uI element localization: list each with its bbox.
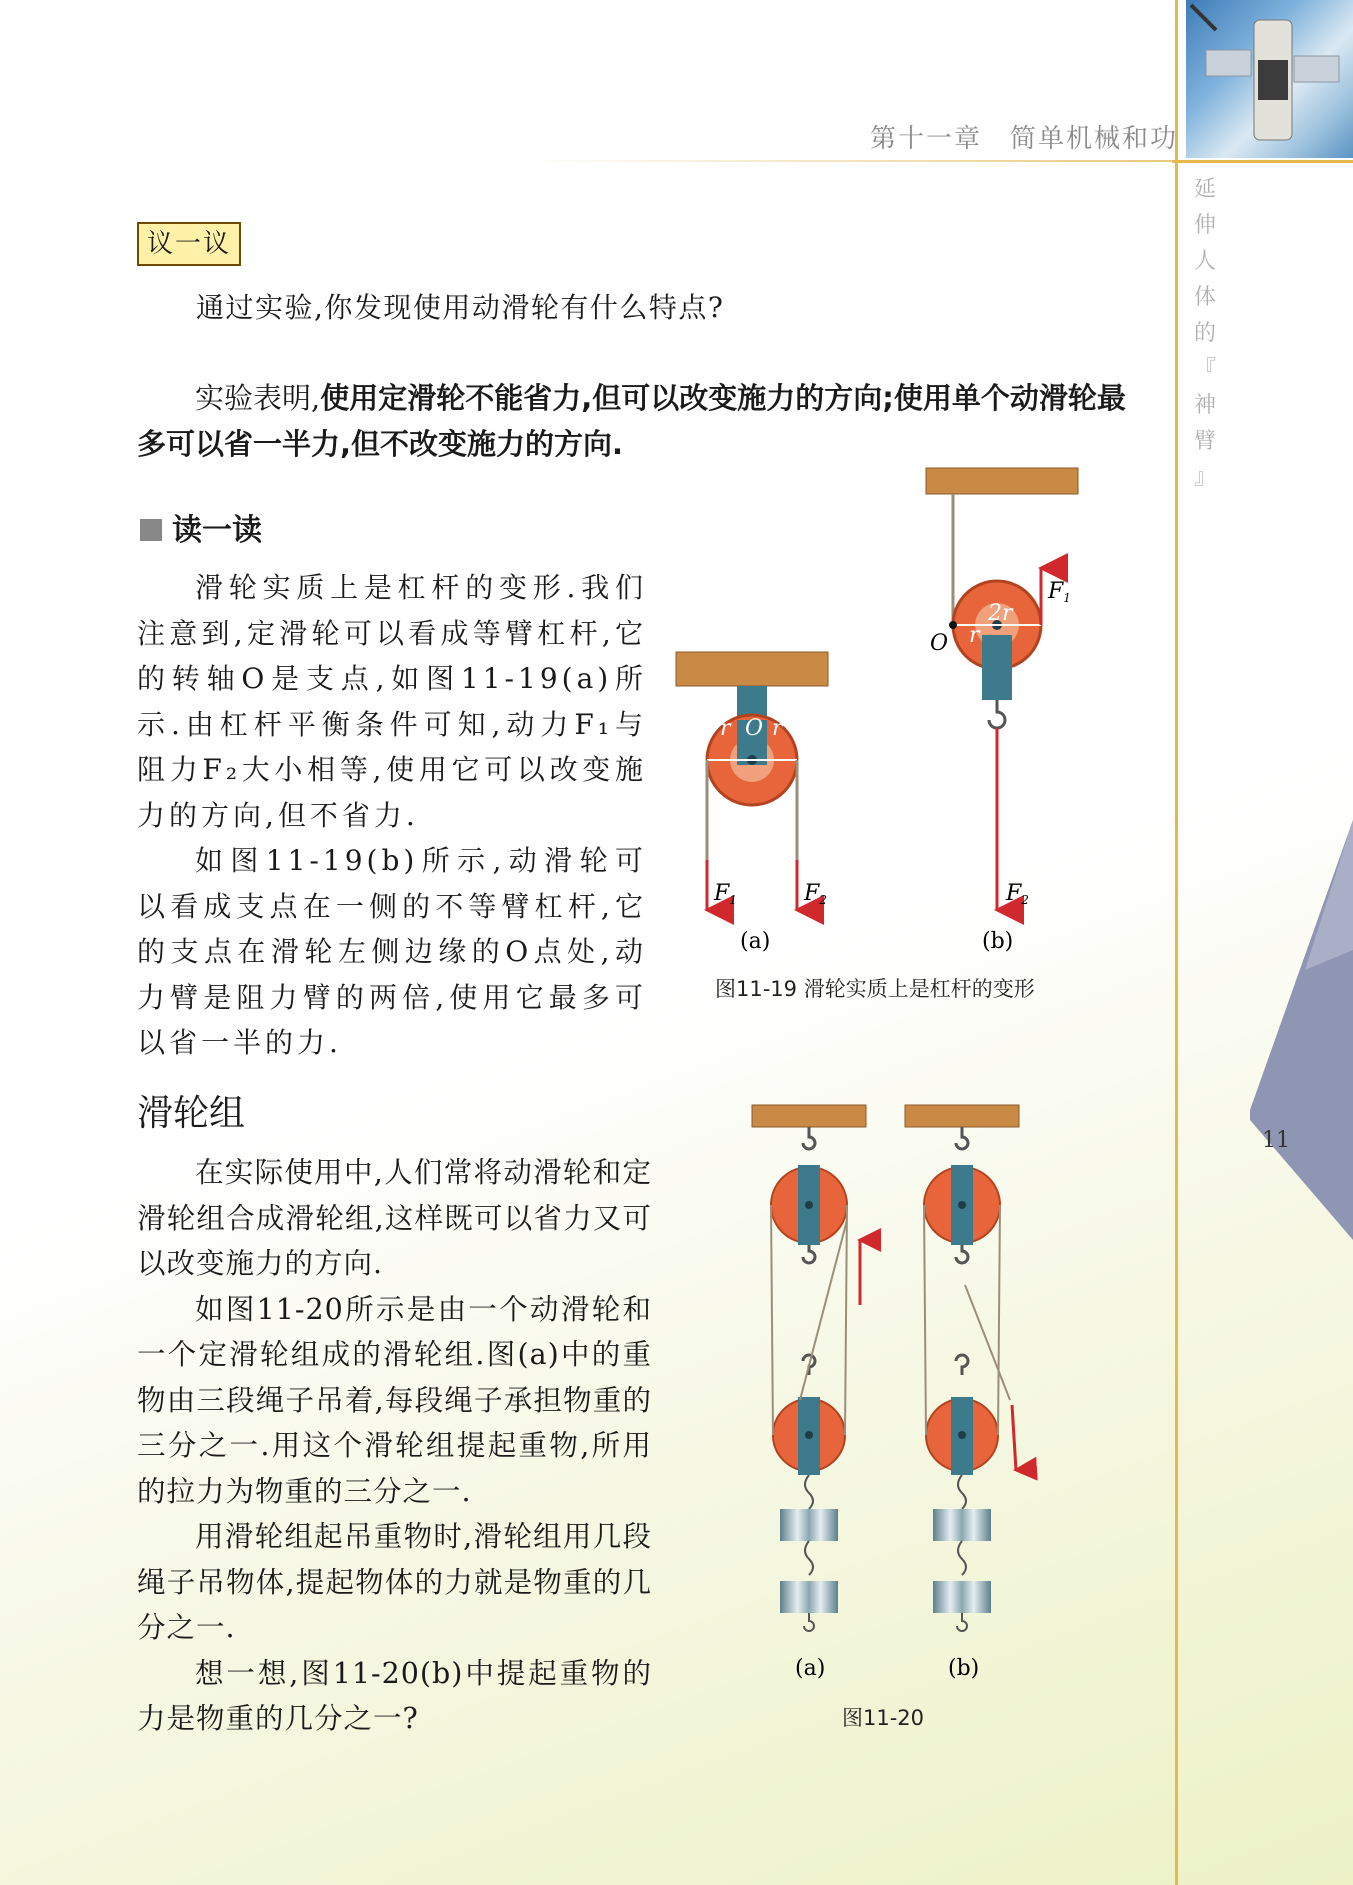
pulley-group-body: [137, 1150, 652, 1742]
side-title-char: 体: [1193, 285, 1216, 310]
pulley-para-1: 在实际使用中,人们常将动滑轮和定滑轮组合成滑轮组,这样既可以省力又可以改变施力的方向.: [137, 1156, 652, 1280]
pulley-para-4: 想一想,图11-20(b)中提起重物的力是物重的几分之一?: [137, 1656, 652, 1735]
label-a: (a): [740, 929, 771, 954]
side-title-char: 延: [1193, 177, 1216, 202]
experiment-conclusion: [137, 375, 1127, 467]
read-para-1: 滑轮实质上是杠杆的变形.我们注意到,定滑轮可以看成等臂杠杆,它的转轴O是支点,如图11-19(a)所示.由杠杆平衡条件可知,动力F₁与阻力F₂大小相等,使用它可以改变施力的方向,但不省力.: [137, 571, 647, 832]
figure-11-20-caption: 图11-20: [842, 1706, 925, 1730]
hook-b: [989, 700, 1005, 728]
read-para-2: 如图11-19(b)所示,动滑轮可以看成支点在一侧的不等臂杠杆,它的支点在滑轮左侧边缘的O点处,动力臂是阻力臂的两倍,使用它最多可以省一半的力.: [137, 844, 647, 1059]
label-r-a1: r: [720, 716, 731, 741]
side-title-char: 『: [1193, 357, 1216, 382]
ceiling-beam-20a: [752, 1105, 866, 1127]
space-telescope-photo: [1186, 0, 1353, 158]
discuss-question: 通过实验,你发现使用动滑轮有什么特点?: [196, 291, 725, 324]
ceiling-beam-b: [926, 468, 1078, 494]
side-title-char: 』: [1193, 465, 1216, 490]
heading-square-icon: [140, 519, 162, 541]
label-20a: (a): [795, 1656, 826, 1681]
label-r-a2: r: [772, 716, 783, 741]
side-title-char: 的: [1193, 321, 1216, 346]
chapter-header: 第十一章 简单机械和功: [870, 124, 1179, 154]
header-rule-right: [1172, 160, 1353, 163]
weight-20a-1: [780, 1509, 838, 1541]
read-body: [137, 565, 647, 1066]
label-f1-b: F1: [1048, 579, 1071, 605]
label-2r-b: 2r: [988, 601, 1013, 626]
label-o-a: O: [745, 716, 764, 741]
read-heading-text: 读一读: [172, 513, 262, 548]
label-r-b: r: [969, 623, 980, 648]
page-number: 11: [1262, 1128, 1290, 1153]
side-title-char: 神: [1193, 393, 1216, 418]
page-corner-triangle: [1250, 820, 1353, 1240]
weight-20b-2: [933, 1581, 991, 1613]
pulley-para-3: 用滑轮组起吊重物时,滑轮组用几段绳子吊物体,提起物体的力就是物重的几分之一.: [137, 1520, 652, 1644]
conclusion-prefix: 实验表明,: [195, 381, 321, 415]
header-rule: [520, 160, 1172, 162]
conclusion-bold: 使用定滑轮不能省力,但可以改变施力的方向;使用单个动滑轮最多可以省一半力,但不改变施力的方向.: [137, 381, 1126, 461]
weight-20b-1: [933, 1509, 991, 1541]
figure-11-20: [740, 1095, 1040, 1685]
pull-arrow-20b: [1012, 1405, 1016, 1470]
label-f1-a: F1: [714, 881, 737, 907]
read-heading: [140, 505, 262, 549]
ceiling-beam-a: [676, 652, 828, 686]
label-20b: (b): [948, 1656, 980, 1681]
label-f2-a: F2: [804, 881, 827, 907]
side-title-char: 人: [1193, 249, 1216, 274]
side-title-char: 伸: [1193, 213, 1216, 238]
label-f2-b: F2: [1006, 881, 1029, 907]
side-title-char: 臂: [1193, 429, 1216, 454]
bracket-b: [982, 635, 1012, 700]
ceiling-beam-20b: [905, 1105, 1019, 1127]
weight-20a-2: [780, 1581, 838, 1613]
discuss-label: 议一议: [137, 222, 241, 266]
label-o-b: O: [930, 631, 949, 656]
margin-rule: [1175, 0, 1178, 1885]
label-b: (b): [982, 929, 1014, 954]
section-title: 滑轮组: [137, 1093, 246, 1134]
figure-11-19-caption: 图11-19 滑轮实质上是杠杆的变形: [715, 977, 1035, 1001]
side-vertical-title: [1190, 172, 1220, 496]
pulley-para-2: 如图11-20所示是由一个动滑轮和一个定滑轮组成的滑轮组.图(a)中的重物由三段绳子吊着,每段绳子承担物重的三分之一.用这个滑轮组提起重物,所用的拉力为物重的三分之一.: [137, 1292, 652, 1508]
figure-11-19: [660, 460, 1100, 960]
